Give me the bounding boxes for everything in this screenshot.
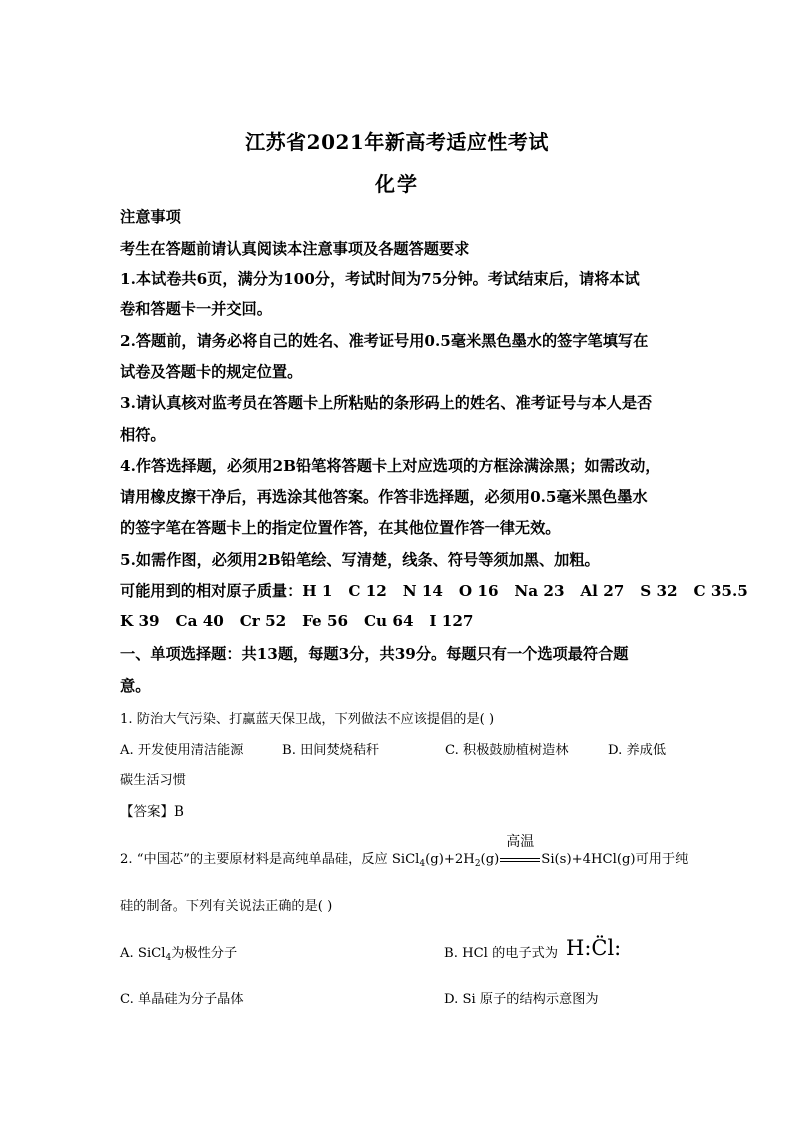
question-2-stem: 2. “中国芯”的主要原材料是高纯单晶硅，反应 $SiCl_4(g)+2H_2(g)$ 高温 Si(s)+4HCl(g)可用于纯 — [120, 833, 689, 869]
reaction-condition: 高温 — [500, 853, 540, 867]
notice-line: 4.作答选择题，必须用2B铅笔将答题卡上对应选项的方框涂满涂黑；如需改动， — [120, 457, 661, 475]
section-heading: 一、单项选择题：共13题，每题3分，共39分。每题只有一个选项最符合题 — [120, 645, 629, 663]
notice-line: 请用橡皮擦干净后，再选涂其他答案。作答非选择题，必须用0.5毫米黑色墨水 — [120, 488, 648, 506]
question-2-option-b: B. HCl 的电子式为 — [444, 946, 559, 961]
question-1-stem: 1. 防治大气污染、打赢蓝天保卫战，下列做法不应该提倡的是( ) — [120, 712, 495, 727]
section-heading-cont: 意。 — [120, 677, 151, 695]
atomic-masses-line: K 39 Ca 40 Cr 52 Fe 56 Cu 64 I 127 — [120, 612, 474, 630]
notice-line: 2.答题前，请务必将自己的姓名、准考证号用0.5毫米黑色墨水的签字笔填写在 — [120, 332, 649, 350]
question-1-option-d-cont: 碳生活习惯 — [120, 773, 186, 788]
notice-line: 5.如需作图，必须用2B铅笔绘、写清楚，线条、符号等须加黑、加粗。 — [120, 551, 600, 569]
subject-title: 化学 — [375, 172, 419, 196]
notice-line: 卷和答题卡一并交回。 — [120, 300, 272, 318]
notice-line: 相符。 — [120, 426, 166, 444]
notice-line: 1.本试卷共6页，满分为100分，考试时间为75分钟。考试结束后，请将本试 — [120, 270, 640, 288]
notice-line: 3.请认真核对监考员在答题卡上所粘贴的条形码上的姓名、准考证号与本人是否 — [120, 394, 653, 412]
question-2-stem-cont: 硅的制备。下列有关说法正确的是( ) — [120, 899, 333, 914]
question-1-option-c: C. 积极鼓励植树造林 — [445, 743, 569, 758]
question-2-option-d: D. Si 原子的结构示意图为 — [444, 992, 599, 1007]
question-1-answer: 【答案】B — [120, 804, 184, 820]
question-1-option-a: A. 开发使用清洁能源 — [120, 743, 244, 758]
notice-line: 的签字笔在答题卡上的指定位置作答，在其他位置作答一律无效。 — [120, 519, 561, 537]
atomic-masses-line: 可能用到的相对原子质量：H 1 C 12 N 14 O 16 Na 23 Al 27 S 32 C 35.5 — [120, 582, 748, 600]
notice-intro: 考生在答题前请认真阅读本注意事项及各题答题要求 — [120, 240, 470, 258]
question-1-option-b: B. 田间焚烧秸秆 — [282, 743, 380, 758]
question-2-option-c: C. 单晶硅为分子晶体 — [120, 992, 244, 1007]
notice-line: 试卷及答题卡的规定位置。 — [120, 363, 303, 381]
notice-heading: 注意事项 — [120, 208, 181, 226]
question-1-option-d: D. 养成低 — [608, 743, 667, 758]
hcl-electron-formula: H:C̈l: — [566, 936, 622, 960]
exam-title: 江苏省2021年新高考适应性考试 — [245, 130, 549, 154]
question-2-option-a: A. SiCl$_4$为极性分子 — [120, 946, 238, 963]
